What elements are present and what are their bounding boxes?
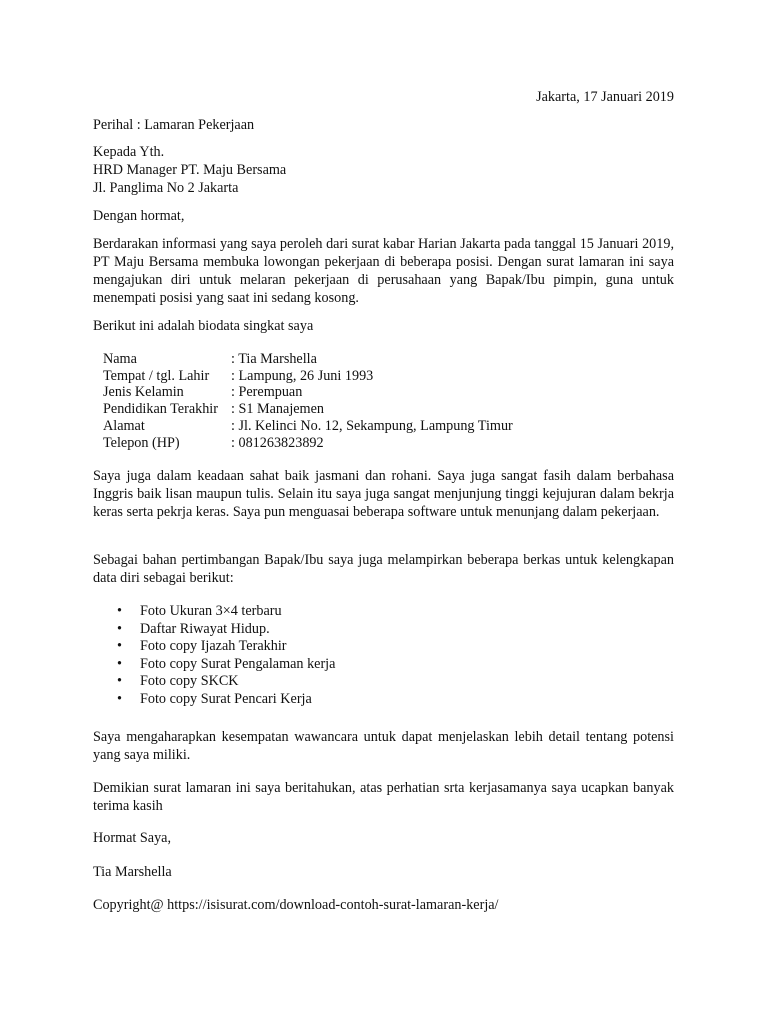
biodata-label: Telepon (HP) xyxy=(103,434,180,451)
recipient-line-2: HRD Manager PT. Maju Bersama xyxy=(93,162,287,178)
biodata-value: : Lampung, 26 Juni 1993 xyxy=(231,367,374,384)
attachment-list xyxy=(93,603,335,709)
paragraph-intro: Berdarakan informasi yang saya peroleh dari surat kabar Harian Jakarta pada tanggal 15 Januari 2019, PT Maju Bersama membuka lowongan pekerjaan di beberapa posisi. Dengan surat lamaran ini saya mengajukan diri untuk melaran pekerjaan di perusahaan yang Bapak/Ibu pimpin, guna untuk menempati posisi yang saat ini sedang kosong. xyxy=(93,236,674,306)
biodata-row xyxy=(103,368,513,385)
paragraph-interview: Saya mengaharapkan kesempatan wawancara untuk dapat menjelaskan lebih detail tentang potensi yang saya miliki. xyxy=(93,729,674,763)
bullet-icon: • xyxy=(117,655,122,672)
attachment-item xyxy=(93,621,335,639)
recipient-line-3: Jl. Panglima No 2 Jakarta xyxy=(93,180,239,196)
biodata-value: : Perempuan xyxy=(231,384,303,401)
biodata-value: : 081263823892 xyxy=(231,434,324,451)
attachment-label: Foto copy SKCK xyxy=(140,673,239,690)
biodata-row xyxy=(103,351,513,368)
attachment-label: Foto copy Surat Pengalaman kerja xyxy=(140,655,336,672)
biodata-label: Jenis Kelamin xyxy=(103,384,184,401)
attachment-item xyxy=(93,673,335,691)
attachment-label: Daftar Riwayat Hidup. xyxy=(140,620,270,637)
biodata-value: : Tia Marshella xyxy=(231,351,317,367)
biodata-intro: Berikut ini adalah biodata singkat saya xyxy=(93,318,314,334)
paragraph-attachments: Sebagai bahan pertimbangan Bapak/Ibu saya juga melampirkan beberapa berkas untuk kelengkapan data diri sebagai berikut: xyxy=(93,552,674,586)
biodata-value: : S1 Manajemen xyxy=(231,401,324,418)
subject-line: Perihal : Lamaran Pekerjaan xyxy=(93,117,255,133)
biodata-label: Nama xyxy=(103,351,137,367)
biodata-row xyxy=(103,384,513,401)
attachment-label: Foto copy Ijazah Terakhir xyxy=(140,638,287,655)
bullet-icon: • xyxy=(117,673,122,690)
signature-name: Tia Marshella xyxy=(93,864,172,880)
biodata-label: Alamat xyxy=(103,417,145,434)
copyright-line: Copyright@ https://isisurat.com/download-contoh-surat-lamaran-kerja/ xyxy=(93,897,499,913)
attachment-label: Foto copy Surat Pencari Kerja xyxy=(140,690,312,707)
attachment-item xyxy=(93,603,335,621)
attachment-label: Foto Ukuran 3×4 terbaru xyxy=(140,603,282,619)
recipient-address xyxy=(93,143,674,197)
sign-off: Hormat Saya, xyxy=(93,830,172,846)
biodata-label: Tempat / tgl. Lahir xyxy=(103,367,210,384)
bullet-icon: • xyxy=(117,690,122,707)
bullet-icon: • xyxy=(117,638,122,655)
attachment-item xyxy=(93,656,335,674)
recipient-line-1: Kepada Yth. xyxy=(93,144,165,160)
bullet-icon: • xyxy=(117,620,122,637)
date-line: Jakarta, 17 Januari 2019 xyxy=(536,89,674,105)
biodata-label: Pendidikan Terakhir xyxy=(103,401,218,418)
bullet-icon: • xyxy=(117,603,122,619)
biodata-table xyxy=(103,351,513,451)
greeting: Dengan hormat, xyxy=(93,208,185,224)
paragraph-skills: Saya juga dalam keadaan sahat baik jasmani dan rohani. Saya juga sangat fasih dalam berbahasa Inggris baik lisan maupun tulis. Selain itu saya juga sangat menjunjung tinggi kejujuran dalam bekrja keras serta pekrja keras. Saya pun menguasai beberapa software untuk menunjang dalam pekerjaan. xyxy=(93,468,674,520)
attachment-item xyxy=(93,638,335,656)
biodata-row xyxy=(103,435,513,452)
biodata-row xyxy=(103,418,513,435)
paragraph-closing: Demikian surat lamaran ini saya beritahukan, atas perhatian srta kerjasamanya saya ucapkan banyak terima kasih xyxy=(93,780,674,814)
attachment-item xyxy=(93,691,335,709)
biodata-value: : Jl. Kelinci No. 12, Sekampung, Lampung Timur xyxy=(231,417,513,434)
biodata-row xyxy=(103,401,513,418)
